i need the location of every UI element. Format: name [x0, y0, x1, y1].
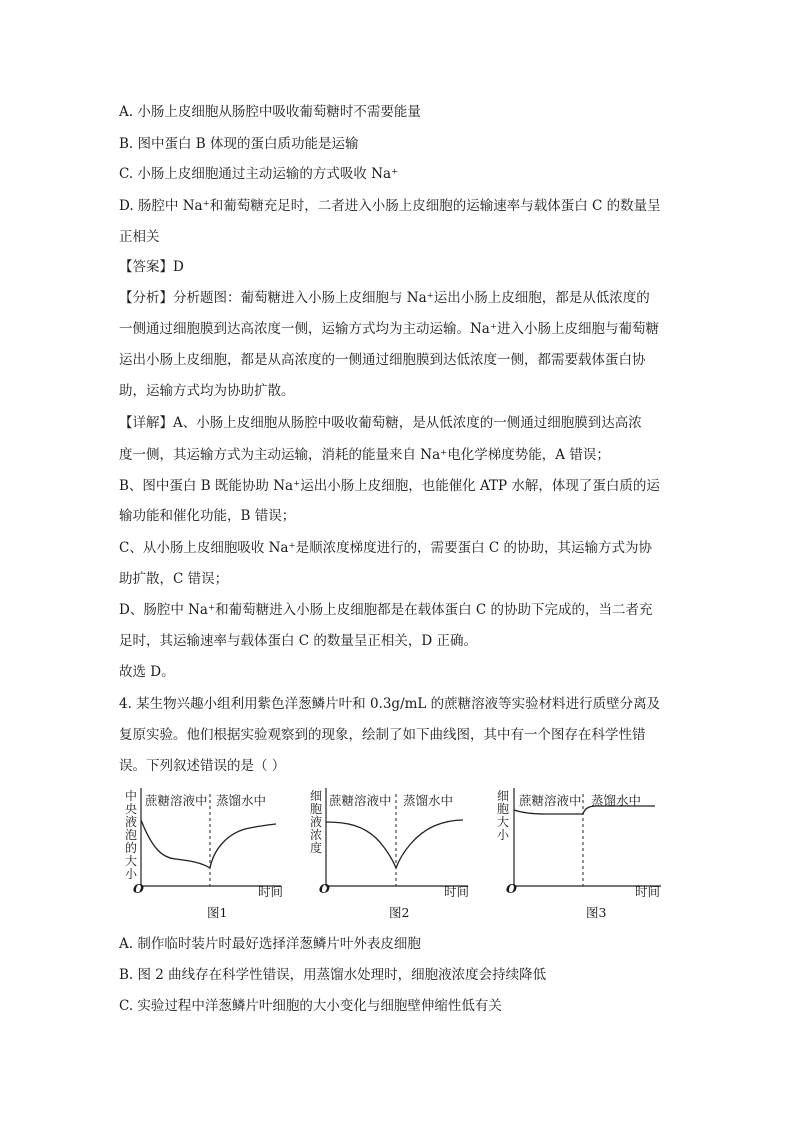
figure-3-ylabel-char: 小 [497, 828, 510, 842]
figure-2-ylabel-char: 细 [310, 789, 323, 803]
figure-1-ylabel-char: 泡 [125, 828, 138, 842]
figure-3-left-label: 蔗糖溶液中 [519, 793, 582, 808]
detail-line-8: 足时，其运输速率与载体蛋白 C 的数量呈正相关，D 正确。 [119, 633, 478, 649]
figure-2-xlabel: 时间 [444, 884, 470, 899]
option-c-text: C. 小肠上皮细胞通过主动运输的方式吸收 Na⁺ [119, 166, 399, 182]
detail-line-5: C、从小肠上皮细胞吸收 Na⁺是顺浓度梯度进行的，需要蛋白 C 的协助，其运输方式为协 [119, 540, 653, 556]
figure-2-caption: 图2 [389, 905, 410, 920]
detail-line-4: 输功能和催化功能，B 错误； [119, 508, 296, 524]
option-d-text-cont: 正相关 [119, 229, 160, 245]
figure-1-ylabel-char: 小 [125, 867, 138, 881]
figure-1-left-label: 蔗糖溶液中 [145, 793, 208, 808]
figure-1-origin: O [133, 881, 144, 896]
option-b-text: B. 图中蛋白 B 体现的蛋白质功能是运输 [119, 136, 359, 152]
conclusion-line: 故选 D。 [119, 664, 175, 680]
figure-1-right-label: 蒸馏水中 [216, 793, 267, 808]
analysis-line-3: 运出小肠上皮细胞，都是从高浓度的一侧通过细胞膜到达低浓度一侧，都需要载体蛋白协 [119, 352, 646, 368]
q4-option-c: C. 实验过程中洋葱鳞片叶细胞的大小变化与细胞壁伸缩性低有关 [119, 998, 502, 1014]
detail-line-7: D、肠腔中 Na⁺和葡萄糖进入小肠上皮细胞都是在载体蛋白 C 的协助下完成的，当二者充 [119, 602, 653, 618]
analysis-line-2: 一侧通过细胞膜到达高浓度一侧，运输方式均为主动运输。Na⁺进入小肠上皮细胞与葡萄糖 [119, 321, 659, 337]
figure-2-ylabel-char: 度 [310, 841, 323, 855]
figure-2-ylabel-char: 液 [310, 815, 323, 829]
analysis-line-1: 【分析】分析题图：葡萄糖进入小肠上皮细胞与 Na⁺运出小肠上皮细胞，都是从低浓度的 [119, 290, 650, 306]
figure-2-ylabel-char: 胞 [310, 802, 323, 816]
figure-1 [118, 786, 288, 905]
detail-line-6: 助扩散，C 错误； [119, 571, 229, 587]
figure-3-ylabel-char: 胞 [497, 802, 510, 816]
answer-line: 【答案】D [119, 259, 184, 275]
option-d-text: D. 肠腔中 Na⁺和葡萄糖充足时，二者进入小肠上皮细胞的运输速率与载体蛋白 C 的数量呈 [119, 198, 661, 214]
figure-3-origin: O [506, 881, 517, 896]
detail-line-1: 【详解】A、小肠上皮细胞从肠腔中吸收葡萄糖，是从低浓度的一侧通过细胞膜到达高浓 [119, 415, 642, 431]
figure-2 [308, 786, 478, 905]
figure-3-xlabel: 时间 [635, 884, 661, 899]
figure-2-ylabel [310, 789, 326, 855]
figure-1-curve [141, 820, 276, 868]
figure-1-caption: 图1 [207, 905, 228, 920]
question-4-line-1: 4. 某生物兴趣小组利用紫色洋葱鳞片叶和 0.3g/mL 的蔗糖溶液等实验材料进行质壁分离及 [119, 696, 661, 712]
figure-3-right-label: 蒸馏水中 [591, 793, 642, 808]
figure-1-ylabel-char: 大 [125, 854, 138, 868]
figure-3-caption: 图3 [586, 905, 607, 920]
figure-1-ylabel-char: 中 [125, 789, 138, 803]
figure-1-ylabel-char: 央 [125, 802, 138, 816]
figure-2-right-label: 蒸馏水中 [403, 793, 454, 808]
figure-3-ylabel-char: 细 [497, 789, 510, 803]
figure-1-ylabel-char: 液 [125, 815, 138, 829]
question-4-line-3: 误。下列叙述错误的是（ ） [119, 758, 286, 774]
figure-2-origin: O [319, 881, 330, 896]
figure-2-left-label: 蔗糖溶液中 [329, 793, 392, 808]
analysis-line-4: 助，运输方式均为协助扩散。 [119, 383, 295, 399]
figure-2-curve [326, 820, 463, 868]
q4-option-a: A. 制作临时装片时最好选择洋葱鳞片叶外表皮细胞 [119, 936, 421, 952]
figure-1-xlabel: 时间 [258, 884, 284, 899]
detail-line-3: B、图中蛋白 B 既能协助 Na⁺运出小肠上皮细胞，也能催化 ATP 水解，体现了蛋白质的运 [119, 478, 660, 494]
figure-1-ylabel-char: 的 [125, 841, 138, 855]
question-4-line-2: 复原实验。他们根据实验观察到的现象，绘制了如下曲线图，其中有一个图存在科学性错 [119, 727, 646, 743]
detail-line-2: 度一侧，其运输方式为主动运输，消耗的能量来自 Na⁺电化学梯度势能，A 错误； [119, 447, 610, 463]
figure-3-ylabel-char: 大 [497, 815, 510, 829]
figure-3 [493, 786, 668, 905]
figure-1-ylabel [125, 788, 141, 881]
option-a-text: A. 小肠上皮细胞从肠腔中吸收葡萄糖时不需要能量 [119, 104, 421, 120]
q4-option-b: B. 图 2 曲线存在科学性错误，用蒸馏水处理时，细胞液浓度会持续降低 [119, 967, 547, 983]
figure-3-ylabel [497, 789, 513, 842]
figure-2-ylabel-char: 浓 [310, 828, 323, 842]
